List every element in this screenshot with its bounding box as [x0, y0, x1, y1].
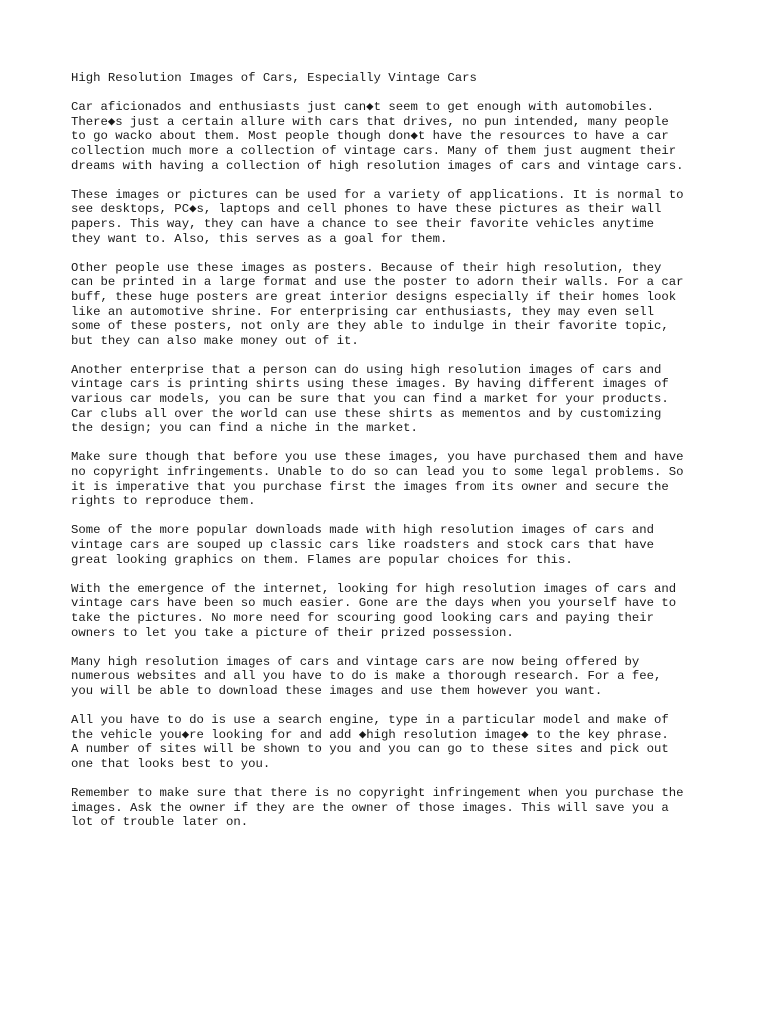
- paragraph-line: but they can also make money out of it.: [71, 333, 359, 348]
- paragraph: [71, 786, 711, 830]
- paragraph-line: papers. This way, they can have a chance to see their favorite vehicles anytime: [71, 216, 654, 231]
- paragraph-line: it is imperative that you purchase first the images from its owner and secure the: [71, 479, 669, 494]
- paragraph-line: numerous websites and all you have to do is make a thorough research. For a fee,: [71, 669, 662, 684]
- paragraph-line: vintage cars have been so much easier. Gone are the days when you yourself have to: [71, 596, 677, 611]
- paragraph-line: see desktops, PC◆s, laptops and cell phones to have these pictures as their wall: [71, 202, 662, 217]
- paragraph-line: lot of trouble later on.: [71, 815, 249, 830]
- paragraph-line: With the emergence of the internet, looking for high resolution images of cars and: [71, 581, 677, 596]
- paragraph-line: All you have to do is use a search engine, type in a particular model and make of: [71, 713, 669, 728]
- document-page: [71, 71, 711, 844]
- paragraph-line: no copyright infringements. Unable to do so can lead you to some legal problems. So: [71, 465, 684, 480]
- paragraph-line: Many high resolution images of cars and vintage cars are now being offered by: [71, 654, 640, 669]
- paragraph-line: to go wacko about them. Most people though don◆t have the resources to have a car: [71, 129, 669, 144]
- paragraph: [71, 188, 711, 246]
- paragraph: [71, 363, 711, 436]
- paragraph-line: Some of the more popular downloads made with high resolution images of cars and: [71, 523, 654, 538]
- paragraph-line: Make sure though that before you use these images, you have purchased them and have: [71, 450, 684, 465]
- paragraph-line: vintage cars are souped up classic cars like roadsters and stock cars that have: [71, 538, 654, 552]
- paragraph: [71, 655, 711, 699]
- paragraph-line: dreams with having a collection of high resolution images of cars and vintage cars.: [71, 158, 684, 173]
- paragraph-line: rights to reproduce them.: [71, 494, 256, 509]
- paragraph-line: vintage cars is printing shirts using these images. By having different images of: [71, 377, 669, 392]
- paragraph-line: great looking graphics on them. Flames are popular choices for this.: [71, 552, 573, 567]
- paragraph-line: you will be able to download these images and use them however you want.: [71, 683, 603, 698]
- paragraph-line: Car aficionados and enthusiasts just can◆t seem to get enough with automobiles.: [71, 100, 654, 115]
- paragraph-line: These images or pictures can be used for a variety of applications. It is normal to: [71, 187, 684, 202]
- paragraph: [71, 100, 711, 173]
- paragraph-line: they want to. Also, this serves as a goal for them.: [71, 231, 448, 246]
- paragraph-line: the design; you can find a niche in the market.: [71, 421, 418, 436]
- paragraph: [71, 582, 711, 640]
- paragraph: [71, 523, 711, 567]
- paragraph-line: A number of sites will be shown to you and you can go to these sites and pick out: [71, 742, 669, 757]
- paragraph-line: There◆s just a certain allure with cars that drives, no pun intended, many people: [71, 114, 669, 129]
- paragraph-line: take the pictures. No more need for scouring good looking cars and paying their: [71, 610, 654, 625]
- paragraph: [71, 450, 711, 508]
- paragraph-line: collection much more a collection of vintage cars. Many of them just augment their: [71, 143, 677, 158]
- paragraph-line: images. Ask the owner if they are the owner of those images. This will save you a: [71, 800, 669, 815]
- paragraph-line: like an automotive shrine. For enterprising car enthusiasts, they may even sell: [71, 304, 654, 319]
- paragraph-line: one that looks best to you.: [71, 756, 271, 771]
- paragraph-line: buff, these huge posters are great interior designs especially if their homes look: [71, 289, 677, 304]
- paragraph-line: owners to let you take a picture of their prized possession.: [71, 625, 514, 640]
- paragraph-line: can be printed in a large format and use the poster to adorn their walls. For a car: [71, 275, 684, 290]
- paragraph-line: Another enterprise that a person can do using high resolution images of cars and: [71, 362, 662, 377]
- document-body: [71, 100, 711, 830]
- paragraph-line: Other people use these images as posters. Because of their high resolution, they: [71, 260, 662, 275]
- paragraph-line: the vehicle you◆re looking for and add ◆high resolution image◆ to the key phrase.: [71, 727, 669, 742]
- paragraph-line: some of these posters, not only are they able to indulge in their favorite topic,: [71, 319, 669, 334]
- paragraph: [71, 261, 711, 349]
- paragraph-line: Car clubs all over the world can use these shirts as mementos and by customizing: [71, 406, 662, 421]
- paragraph-line: Remember to make sure that there is no copyright infringement when you purchase the: [71, 786, 684, 801]
- document-title: High Resolution Images of Cars, Especially Vintage Cars: [71, 71, 477, 85]
- paragraph-line: various car models, you can be sure that you can find a market for your products.: [71, 392, 669, 407]
- paragraph: [71, 713, 711, 771]
